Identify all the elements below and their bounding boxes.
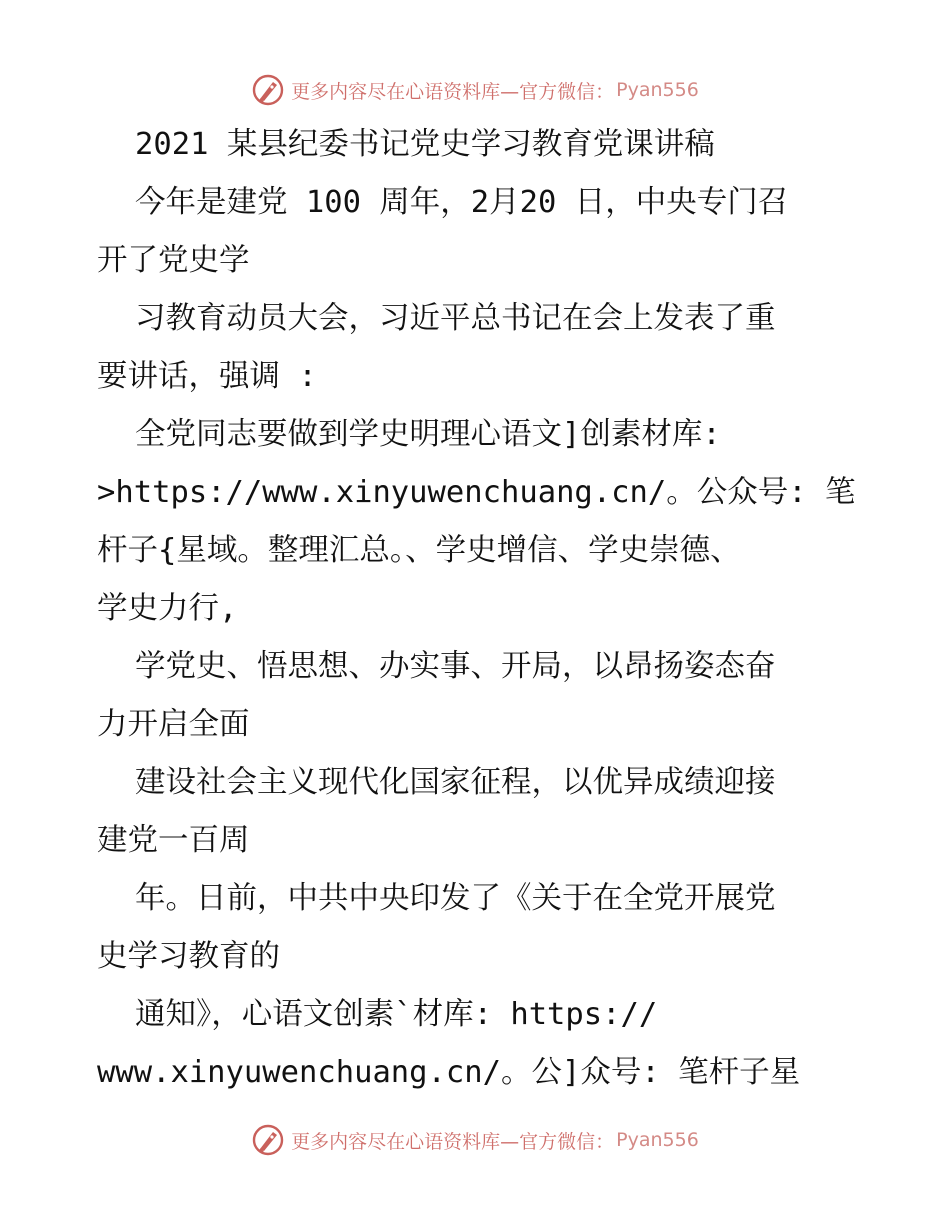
text-line: 年。日前，中共中央印发了《关于在全党开展党 xyxy=(135,881,776,916)
text-line: 史学习教育的 xyxy=(97,939,280,974)
text-line: 2021 某县纪委书记党史学习教育党课讲稿 xyxy=(135,127,715,162)
banner-text: 更多内容尽在心语资料库—官方微信： xyxy=(291,1130,615,1153)
banner-wechat-id: Pyan556 xyxy=(616,79,699,101)
text-line: www.xinyuwenchuang.cn/。公]众号: 笔杆子星 xyxy=(97,1055,801,1090)
text-line: 学党史、悟思想、办实事、开局，以昂扬姿态奋 xyxy=(135,649,776,684)
pen-nib-logo-icon xyxy=(251,1123,285,1157)
text-line: 全党同志要做到学史明理心语文]创素材库: xyxy=(135,417,721,452)
text-line: 今年是建党 100 周年，2月20 日，中央专门召 xyxy=(135,185,789,220)
text-line: 通知》，心语文创素`材库: https:// xyxy=(135,997,658,1032)
banner-text: 更多内容尽在心语资料库—官方微信： xyxy=(291,80,615,103)
banner-wechat-id: Pyan556 xyxy=(616,1129,699,1151)
text-line: 开了党史学 xyxy=(97,243,250,278)
document-body xyxy=(97,116,857,1102)
text-line: >https://www.xinyuwenchuang.cn/。公众号: 笔 xyxy=(97,475,856,510)
text-line: 习教育动员大会，习近平总书记在会上发表了重 xyxy=(135,301,776,336)
pen-nib-logo-icon xyxy=(251,73,285,107)
text-line: 杆子{星域。整理汇总。、学史增信、学史崇德、 xyxy=(97,533,741,568)
header-watermark-banner xyxy=(0,70,950,110)
footer-watermark-banner xyxy=(0,1120,950,1160)
text-line: 要讲话，强调 : xyxy=(97,359,317,394)
text-line: 学史力行, xyxy=(97,591,238,626)
text-line: 建设社会主义现代化国家征程，以优异成绩迎接 xyxy=(135,765,776,800)
text-line: 力开启全面 xyxy=(97,707,250,742)
text-line: 建党一百周 xyxy=(97,823,250,858)
